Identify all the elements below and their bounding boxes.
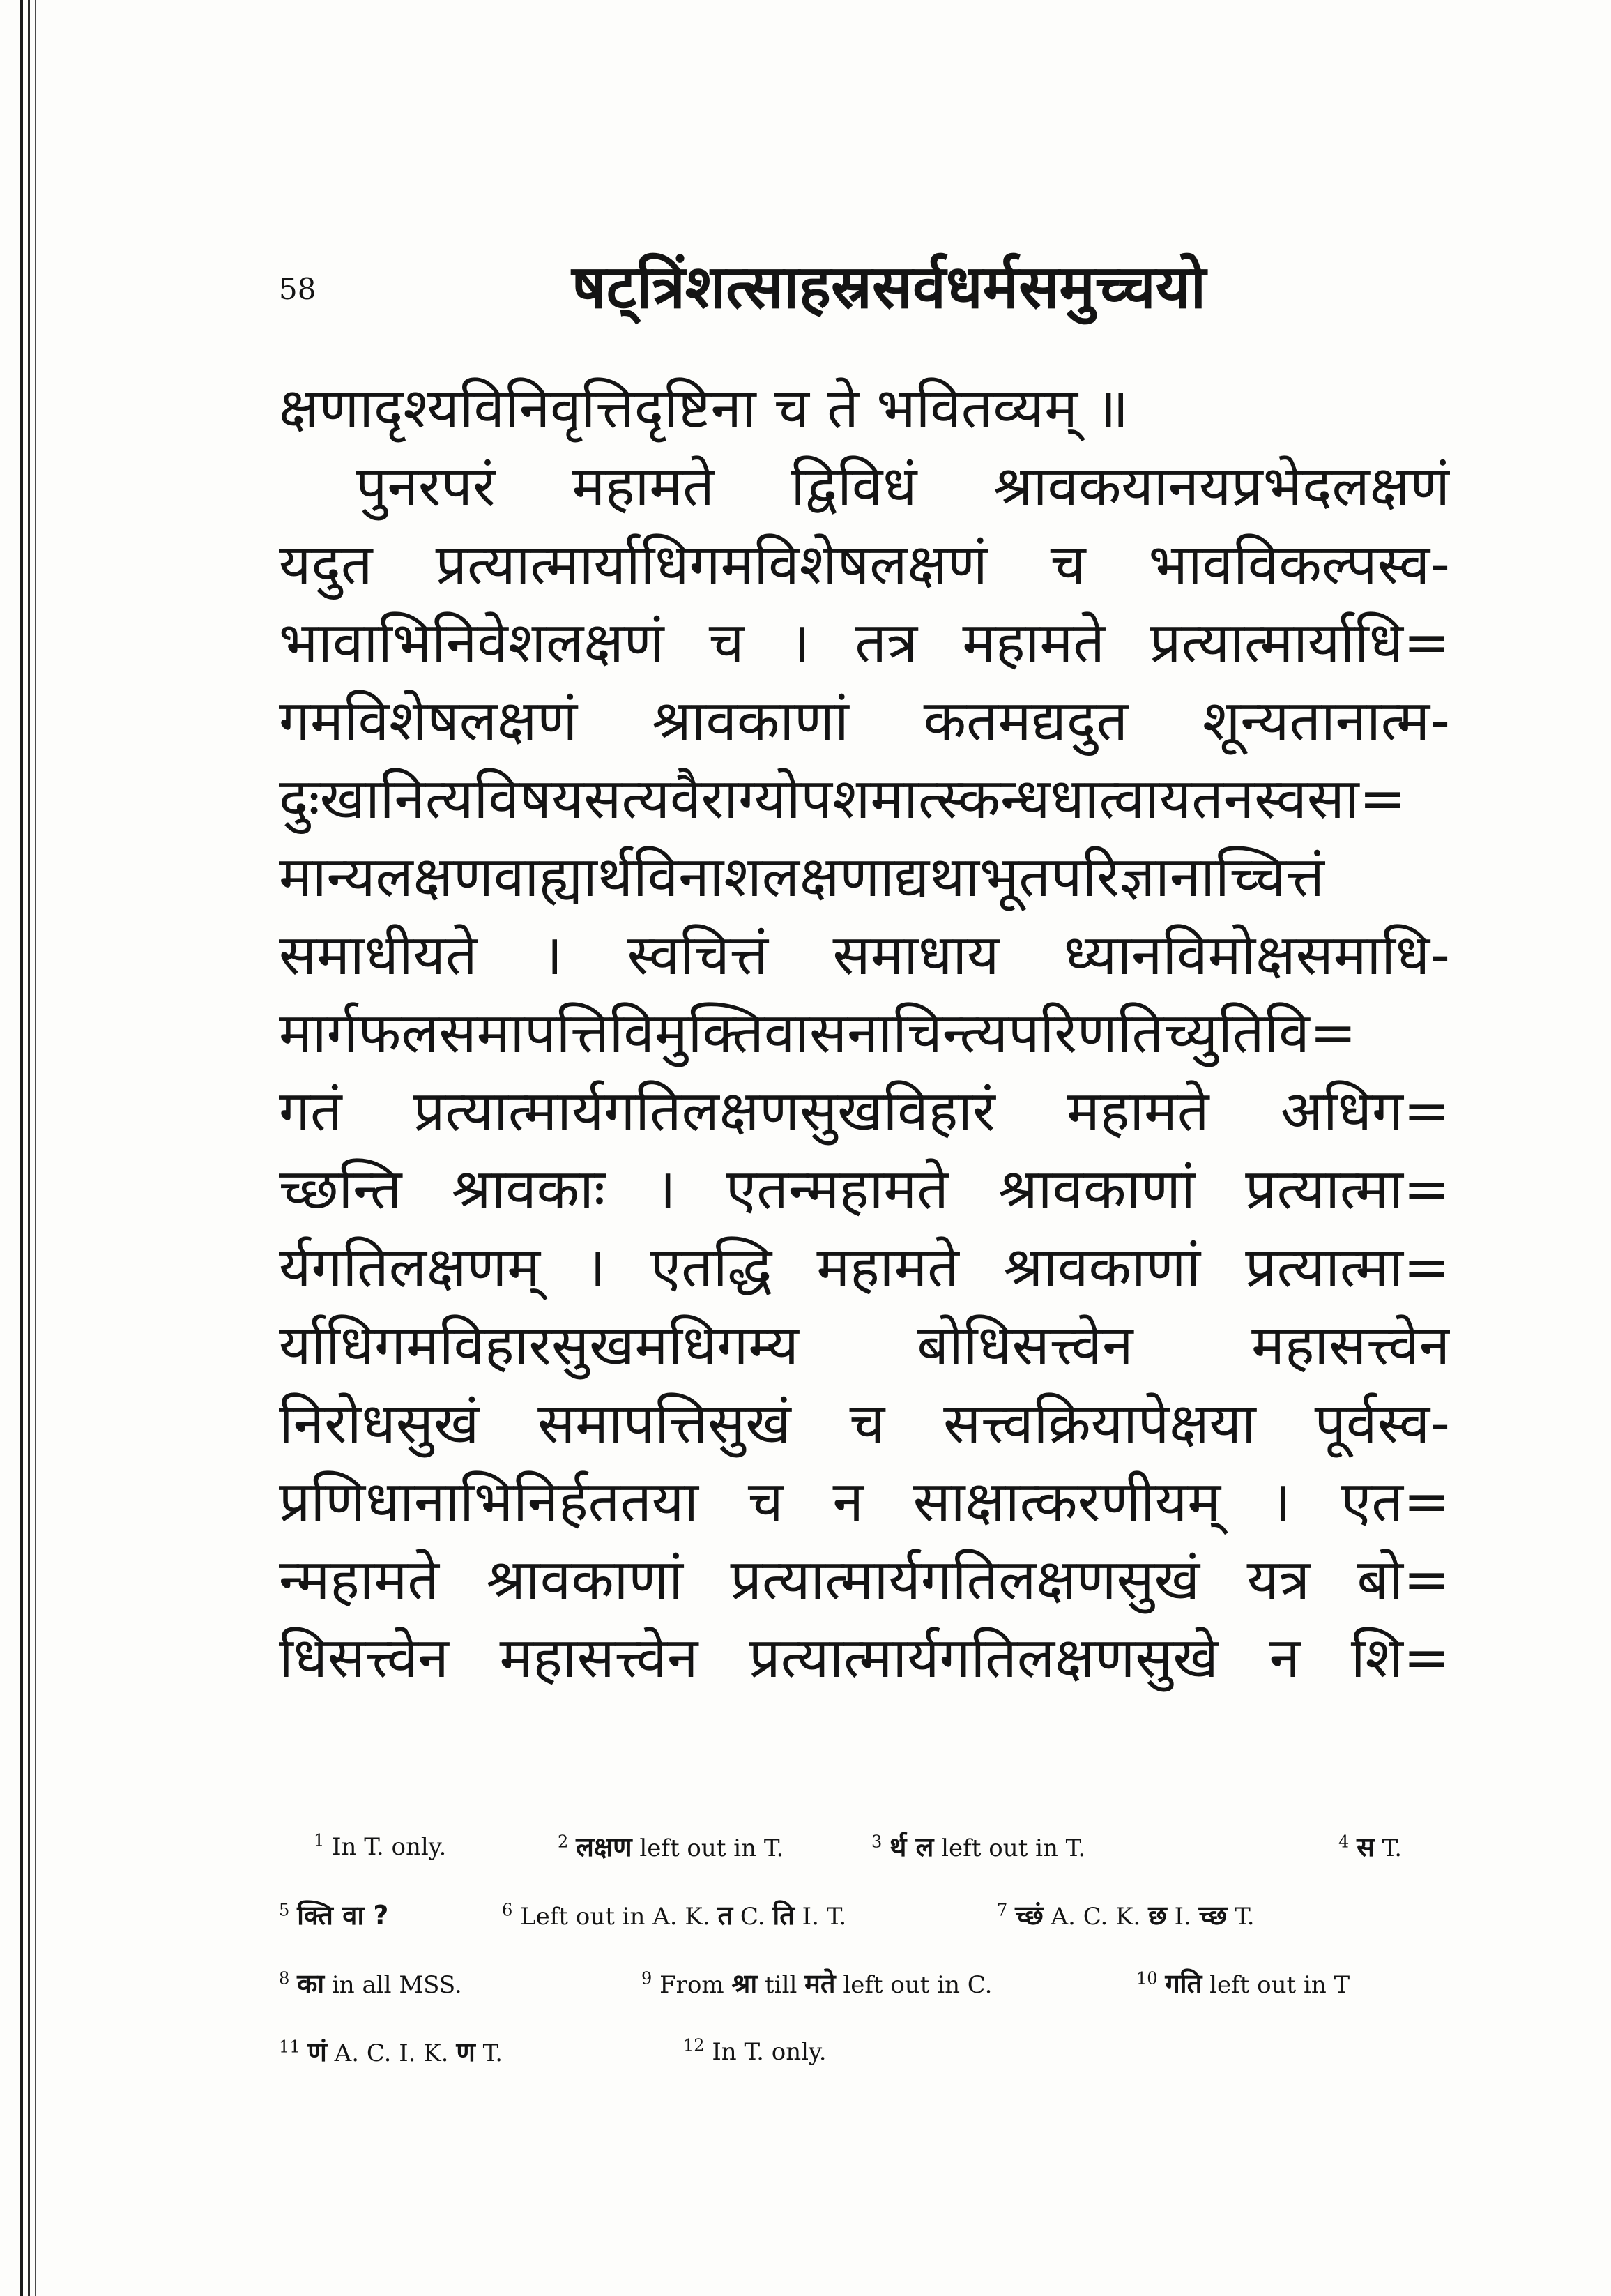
footnote-text: मते [804, 1968, 836, 1999]
footnote-text: In T. only. [332, 1833, 447, 1861]
text-line: धिसत्त्वेन महासत्त्वेन प्रत्यात्मार्यगतिलक्षणसुखे न शि= [279, 1625, 1450, 1690]
text-line: मार्गफलसमापत्तिविमुक्तिवासनाचिन्त्यपरिणतिच्युतिवि= [279, 1001, 1357, 1065]
footnotes [279, 1813, 1450, 2086]
spine-line [20, 0, 23, 2296]
footnote-text: T. [1374, 1834, 1403, 1862]
footnote [314, 1813, 446, 1881]
footnote-number: 6 [502, 1900, 513, 1920]
text-line: च्छन्ति श्रावकाः । एतन्महामते श्रावकाणां प्रत्यात्मा= [279, 1157, 1450, 1222]
footnote-text: C. [733, 1903, 773, 1931]
main-text [279, 370, 1450, 1697]
footnote-text: का [297, 1968, 325, 1999]
text-line: र्याधिगमविहारसुखमधिगम्य बोधिसत्त्वेन महासत्त्वेन [279, 1313, 1450, 1378]
running-title: षट्त्रिंशत्साहस्रसर्वधर्मसमुच्चयो [572, 252, 1206, 322]
footnote-row [279, 1881, 1450, 1949]
footnote-text: च्छं [1015, 1900, 1044, 1931]
footnote [1136, 1949, 1350, 2019]
footnote-text: स [1357, 1832, 1375, 1862]
footnote-text: left out in C. [835, 1971, 993, 1999]
text-line: निरोधसुखं समापत्तिसुखं च सत्त्वक्रियापेक्षया पूर्वस्व- [279, 1391, 1450, 1456]
footnote [1338, 1813, 1402, 1883]
page-number: 58 [279, 272, 316, 306]
footnote-number: 12 [683, 2035, 705, 2055]
text-line: दुःखानित्यविषयसत्यवैराग्योपशमात्स्कन्धधात्वायतनस्वसा= [279, 766, 1406, 831]
spine-line [28, 0, 30, 2296]
footnote [871, 1813, 1085, 1883]
footnote-row [279, 1949, 1450, 2018]
text-line: पुनरपरं महामते द्विविधं श्रावकयानयप्रभेदलक्षणं [356, 454, 1450, 519]
text-line: भावाभिनिवेशलक्षणं च । तत्र महामते प्रत्यात्मार्याधि= [279, 610, 1450, 675]
text-line: मान्यलक्षणवाह्यार्थविनाशलक्षणाद्यथाभूतपरिज्ञानाच्चित्तं [279, 844, 1324, 909]
text-line: यदुत प्रत्यात्मार्याधिगमविशेषलक्षणं च भावविकल्पस्व- [279, 532, 1450, 597]
footnote-number: 11 [279, 2037, 300, 2057]
footnote-text: left out in T. [933, 1834, 1086, 1862]
footnote-text: From [659, 1971, 732, 1999]
footnote [502, 1881, 846, 1951]
footnote-text: A. C. I. K. [326, 2039, 457, 2067]
footnote-text: क्ति वा ? [297, 1900, 389, 1931]
footnote-text: त [717, 1900, 733, 1931]
footnote-number: 2 [558, 1832, 569, 1852]
footnote [641, 1949, 992, 2019]
footnote-text: छ [1148, 1900, 1167, 1931]
footnote-text: Left out in A. K. [520, 1903, 718, 1931]
text-line: प्रणिधानाभिनिर्हततया च न साक्षात्करणीयम् । एत= [279, 1469, 1450, 1534]
footnote [683, 2018, 827, 2086]
footnote-text: in all MSS. [324, 1971, 462, 1999]
footnote-text: र्थ ल [890, 1832, 934, 1862]
footnote-text: गति [1165, 1968, 1202, 1999]
footnote-number: 8 [279, 1968, 290, 1989]
footnote-text: ण [456, 2037, 475, 2067]
text-line: गमविशेषलक्षणं श्रावकाणां कतमद्यदुत शून्यतानात्म- [279, 688, 1450, 753]
text-line: गतं प्रत्यात्मार्यगतिलक्षणसुखविहारं महामते अधिग= [279, 1079, 1450, 1143]
footnote [997, 1881, 1255, 1951]
footnote [279, 2018, 503, 2088]
text-line: न्महामते श्रावकाणां प्रत्यात्मार्यगतिलक्षणसुखं यत्र बो= [279, 1547, 1450, 1612]
footnote [279, 1949, 462, 2019]
footnote-text: In T. only. [712, 2038, 827, 2066]
footnote-text: left out in T. [632, 1834, 784, 1862]
footnote-row [279, 2018, 1450, 2086]
footnote-text: णं [307, 2037, 327, 2067]
footnote-text: T. [475, 2039, 503, 2067]
footnote [558, 1813, 784, 1883]
book-spine-edge [0, 0, 49, 2296]
footnote-number: 1 [314, 1830, 325, 1850]
text-line: र्यगतिलक्षणम् । एतद्धि महामते श्रावकाणां प्रत्यात्मा= [279, 1235, 1450, 1300]
footnote-number: 5 [279, 1900, 290, 1920]
footnote-text: लक्षण [576, 1832, 632, 1862]
footnote-text: till [757, 1971, 805, 1999]
footnote-number: 9 [641, 1968, 652, 1989]
footnote-text: ति [772, 1900, 795, 1931]
footnote-text: T. [1227, 1903, 1255, 1931]
footnote-text: च्छ [1198, 1900, 1228, 1931]
footnote-text: A. C. K. [1043, 1903, 1149, 1931]
spine-line [35, 0, 36, 2296]
footnote-text: I. [1166, 1903, 1199, 1931]
footnote-row [279, 1813, 1450, 1881]
footnote-text: श्रा [731, 1968, 758, 1999]
footnote-number: 4 [1338, 1832, 1350, 1852]
page-header [279, 244, 1464, 356]
footnote [279, 1881, 388, 1951]
footnote-number: 10 [1136, 1968, 1158, 1989]
footnote-text: I. T. [794, 1903, 847, 1931]
text-line: समाधीयते । स्वचित्तं समाधाय ध्यानविमोक्षसमाधि- [279, 922, 1450, 987]
text-line: क्षणादृश्यविनिवृत्तिदृष्टिना च ते भवितव्यम् ॥ [279, 376, 1129, 441]
footnote-text: left out in T [1202, 1971, 1350, 1999]
footnote-number: 7 [997, 1900, 1008, 1920]
footnote-number: 3 [871, 1832, 883, 1852]
